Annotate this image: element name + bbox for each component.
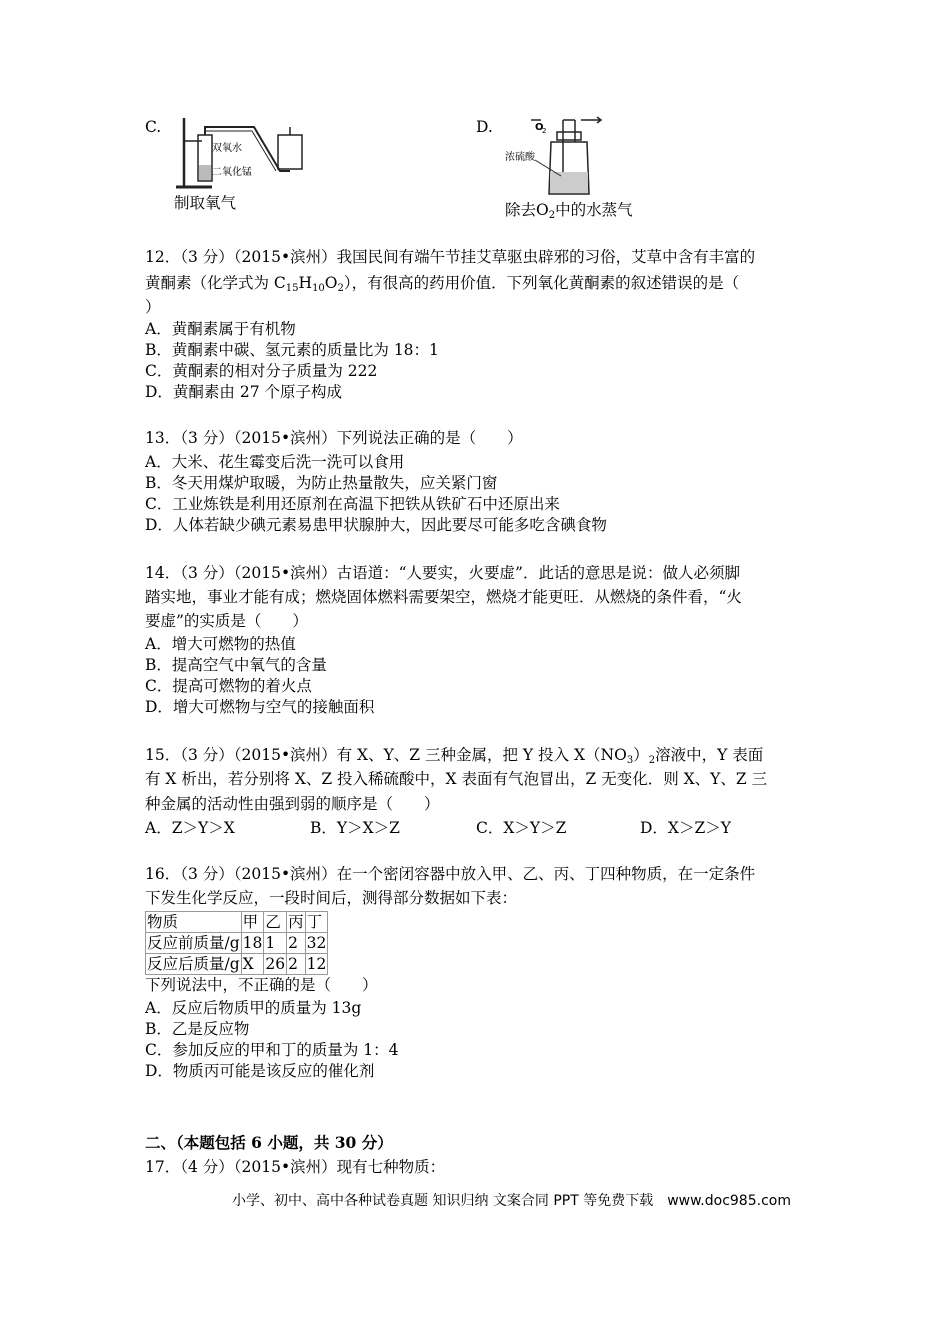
figure-d-o2-sub: 2 <box>542 127 547 135</box>
figure-d-text-1: 浓硫酸 <box>505 152 535 163</box>
figure-d-caption: 除去$O_2$中的水蒸气 <box>505 201 633 221</box>
q12-option-b: B．黄酮素中碳、氢元素的质量比为 18：1 <box>145 341 439 359</box>
table-cell: 2 <box>287 933 306 954</box>
table-cell: 1 <box>264 933 287 954</box>
figure-c-label: C. <box>145 118 162 136</box>
table-cell: 反应后质量/g <box>147 955 240 973</box>
q12-line1: 12．（3 分）（2015•滨州）我国民间有端午节挂艾草驱虫辟邪的习俗，艾草中含有丰富的 <box>145 248 756 266</box>
q14-option-b: B．提高空气中氧气的含量 <box>145 656 327 674</box>
q12-option-a: A．黄酮素属于有机物 <box>145 320 296 338</box>
q12-option-d: D．黄酮素由 27 个原子构成 <box>145 383 343 401</box>
q16-option-d: D．物质丙可能是该反应的催化剂 <box>145 1062 375 1080</box>
q16-option-a: A．反应后物质甲的质量为 13g <box>145 999 362 1017</box>
q14-line1: 14．（3 分）（2015•滨州）古语道：“人要实，火要虚”．此话的意思是说：做人必须脚 <box>145 564 740 582</box>
section-2-title: 二、（本题包括 6 小题，共 30 分） <box>145 1133 393 1152</box>
table-cell: 物质 <box>146 912 242 933</box>
q14-option-a: A．增大可燃物的热值 <box>145 635 296 653</box>
table-cell: X <box>241 954 264 975</box>
table-row <box>146 933 328 954</box>
table-cell: 32 <box>306 934 327 952</box>
q16-line2: 下发生化学反应，一段时间后，测得部分数据如下表： <box>145 889 518 907</box>
table-cell: 26 <box>265 955 286 973</box>
figure-c-caption: 制取氧气 <box>174 194 237 212</box>
q13-line1: 13．（3 分）（2015•滨州）下列说法正确的是（ ） <box>145 429 523 447</box>
q14-option-d: D．增大可燃物与空气的接触面积 <box>145 698 375 716</box>
q15-line3: 种金属的活动性由强到弱的顺序是（ ） <box>145 795 440 813</box>
table-cell: 2 <box>287 954 306 975</box>
figure-d-o2-label: O <box>535 122 544 133</box>
figure-c-text-2: 二氧化锰 <box>212 167 252 178</box>
table-cell: 乙 <box>264 912 287 933</box>
gas-drying-bottle-image <box>505 112 615 196</box>
q14-option-c: C．提高可燃物的着火点 <box>145 677 312 695</box>
table-cell: 18 <box>242 934 263 952</box>
q13-option-a: A．大米、花生霉变后洗一洗可以食用 <box>145 453 405 471</box>
table-cell: 12 <box>306 955 327 973</box>
q15-line1: 15．（3 分）（2015•滨州）有 X、Y、Z 三种金属，把 Y 投入 $X(NO_3)_2$溶液中，Y 表面 <box>145 746 764 766</box>
q16-data-table <box>145 911 328 975</box>
table-row <box>146 954 328 975</box>
table-cell: 反应前质量/g <box>147 934 240 952</box>
q16-option-b: B．乙是反应物 <box>145 1020 250 1038</box>
q16-line1: 16．（3 分）（2015•滨州）在一个密闭容器中放入甲、乙、丙、丁四种物质，在一定条件 <box>145 865 756 883</box>
q16-option-c: C．参加反应的甲和丁的质量为 1：4 <box>145 1041 399 1059</box>
q12-line2: 黄酮素（化学式为 $C_{15}H_{10}O_2$），有很高的药用价值．下列氧化黄酮素的叙述错误的是（ <box>145 274 740 294</box>
figure-d-label: D. <box>476 118 493 136</box>
q15-line2: 有 X 析出，若分别将 X、Z 投入稀硫酸中，X 表面有气泡冒出，Z 无变化．则 X、Y、Z 三 <box>145 770 768 788</box>
q15-option-c: C．X＞Y＞Z <box>476 819 567 837</box>
table-cell: 丙 <box>288 913 304 931</box>
q13-option-d: D．人体若缺少碘元素易患甲状腺肿大，因此要尽可能多吃含碘食物 <box>145 516 607 534</box>
q14-line2: 踏实地，事业才能有成；燃烧固体燃料需要架空，燃烧才能更旺．从燃烧的条件看，“火 <box>145 588 742 606</box>
q16-line3: 下列说法中，不正确的是（ ） <box>145 976 378 994</box>
figure-c-text-1: 双氧水 <box>212 143 242 154</box>
q15-option-a: A．Z＞Y＞X <box>145 819 235 837</box>
page-footer: 小学、初中、高中各种试卷真题 知识归纳 文案合同 PPT 等免费下载 www.doc985.com <box>232 1193 791 1209</box>
table-row <box>146 912 328 933</box>
oxygen-generation-apparatus-image <box>172 113 312 193</box>
q15-option-d: D．X＞Z＞Y <box>640 819 731 837</box>
q12-line3: ） <box>145 298 161 316</box>
q15-option-b: B．Y＞X＞Z <box>310 819 400 837</box>
table-cell: 甲 <box>241 912 264 933</box>
q14-line3: 要虚”的实质是（ ） <box>145 612 308 630</box>
q13-option-b: B．冬天用煤炉取暖，为防止热量散失，应关紧门窗 <box>145 474 498 492</box>
q13-option-c: C．工业炼铁是利用还原剂在高温下把铁从铁矿石中还原出来 <box>145 495 560 513</box>
table-cell: 丁 <box>305 912 328 933</box>
q17-line1: 17．（4 分）（2015•滨州）现有七种物质： <box>145 1158 446 1176</box>
q12-option-c: C．黄酮素的相对分子质量为 222 <box>145 362 378 380</box>
